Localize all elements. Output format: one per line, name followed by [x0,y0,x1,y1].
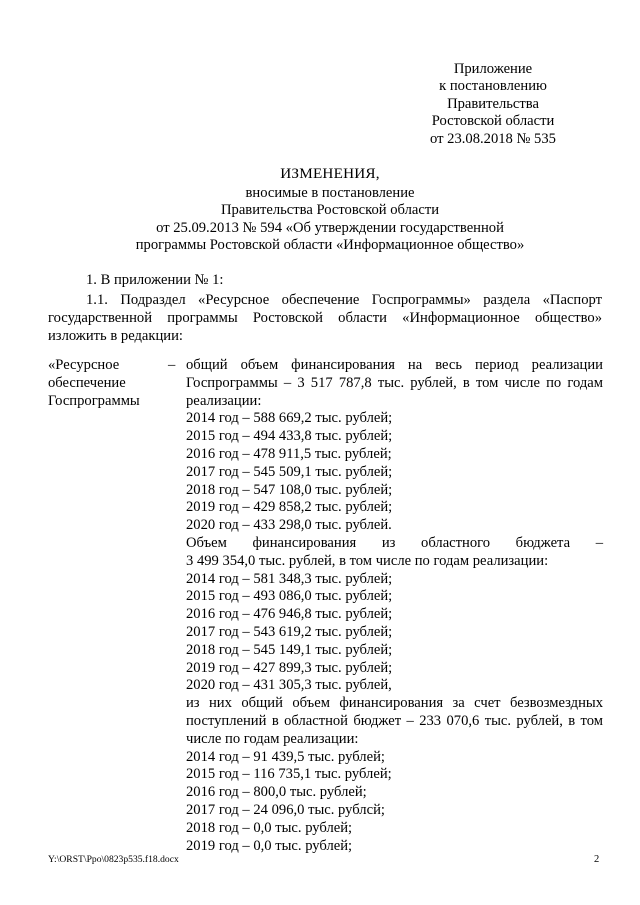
total-year-item: 2018 год – 547 108,0 тыс. рублей; [186,481,393,498]
appendix-line: Правительства [447,95,539,112]
paragraph-1: 1. В приложении № 1: [86,272,224,288]
total-year-item: 2015 год – 494 433,8 тыс. рублей; [186,428,393,445]
regional-year-item: 2014 год – 581 348,3 тыс. рублей; [186,570,393,587]
appendix-line: Ростовской области [431,113,555,130]
resource-label-line: «Ресурсное [48,357,120,373]
resource-label-line: Госпрограммы [48,392,140,409]
heading-line: программы Ростовской области «Информационное общество» [135,237,525,254]
document-title: ИЗМЕНЕНИЯ, [280,165,380,182]
appendix-block [404,61,582,148]
regional-year-item: 2016 год – 476 946,8 тыс. рублей; [186,606,393,623]
resource-label [48,357,178,410]
total-year-item: 2019 год – 429 858,2 тыс. рублей; [186,499,393,516]
regional-year-item: 2015 год – 493 086,0 тыс. рублей; [186,588,393,605]
appendix-line: от 23.08.2018 № 535 [430,130,556,147]
regional-year-item: 2019 год – 427 899,3 тыс. рублей; [186,659,393,676]
gratuitous-financing-text: из них общий объем финансирования за счет безвозмездных поступлений в областной бюджет – 233 070,6 тыс. рублей, в том числе по годам реализации: [186,695,603,747]
appendix-line: к постановлению [439,78,547,95]
regional-financing-line: Объем финансирования из областного бюджета – [186,534,603,551]
total-year-item: 2014 год – 588 669,2 тыс. рублей; [186,410,393,427]
regional-financing-total: 3 499 354,0 тыс. рублей, в том числе по годам реализации: [186,552,549,569]
heading-line: Правительства Ростовской области [220,202,440,219]
total-financing-text: общий объем финансирования на весь период реализации Госпрограммы – 3 517 787,8 тыс. рублей, в том числе по годам реализации: [186,357,603,409]
regional-year-item: 2020 год – 431 305,3 тыс. рублей, [186,677,392,694]
resource-content [186,357,603,855]
gratuitous-year-item: 2016 год – 800,0 тыс. рублей; [186,784,367,801]
heading-line: вносимые в постановление [245,184,415,201]
gratuitous-year-item: 2015 год – 116 735,1 тыс. рублей; [186,766,392,783]
gratuitous-year-item: 2014 год – 91 439,5 тыс. рублей; [186,748,385,765]
resource-label-line: обеспечение [48,374,126,391]
label-dash: – [168,357,176,373]
total-year-item: 2017 год – 545 509,1 тыс. рублей; [186,463,393,480]
gratuitous-year-item: 2017 год – 24 096,0 тыс. рублсй; [186,801,385,818]
total-year-item: 2016 год – 478 911,5 тыс. рублей; [186,445,392,462]
gratuitous-year-item: 2019 год – 0,0 тыс. рублей; [186,837,353,854]
gratuitous-year-item: 2018 год – 0,0 тыс. рублей; [186,819,353,836]
heading-line: от 25.09.2013 № 594 «Об утверждении государственной [156,219,504,236]
paragraph-1-1: 1.1. Подраздел «Ресурсное обеспечение Госпрограммы» раздела «Паспорт государственной программы Ростовской области «Информационное общество» изложить в редакции: [48,292,602,345]
appendix-line: Приложение [453,61,533,77]
footer-file-path: Y:\ORST\Ppo\0823p535.f18.docx [48,854,179,865]
heading-block [60,165,600,255]
total-year-item: 2020 год – 433 298,0 тыс. рублей. [186,517,392,534]
regional-year-item: 2017 год – 543 619,2 тыс. рублей; [186,623,393,640]
page-number: 2 [594,854,600,865]
regional-year-item: 2018 год – 545 149,1 тыс. рублей; [186,641,393,658]
